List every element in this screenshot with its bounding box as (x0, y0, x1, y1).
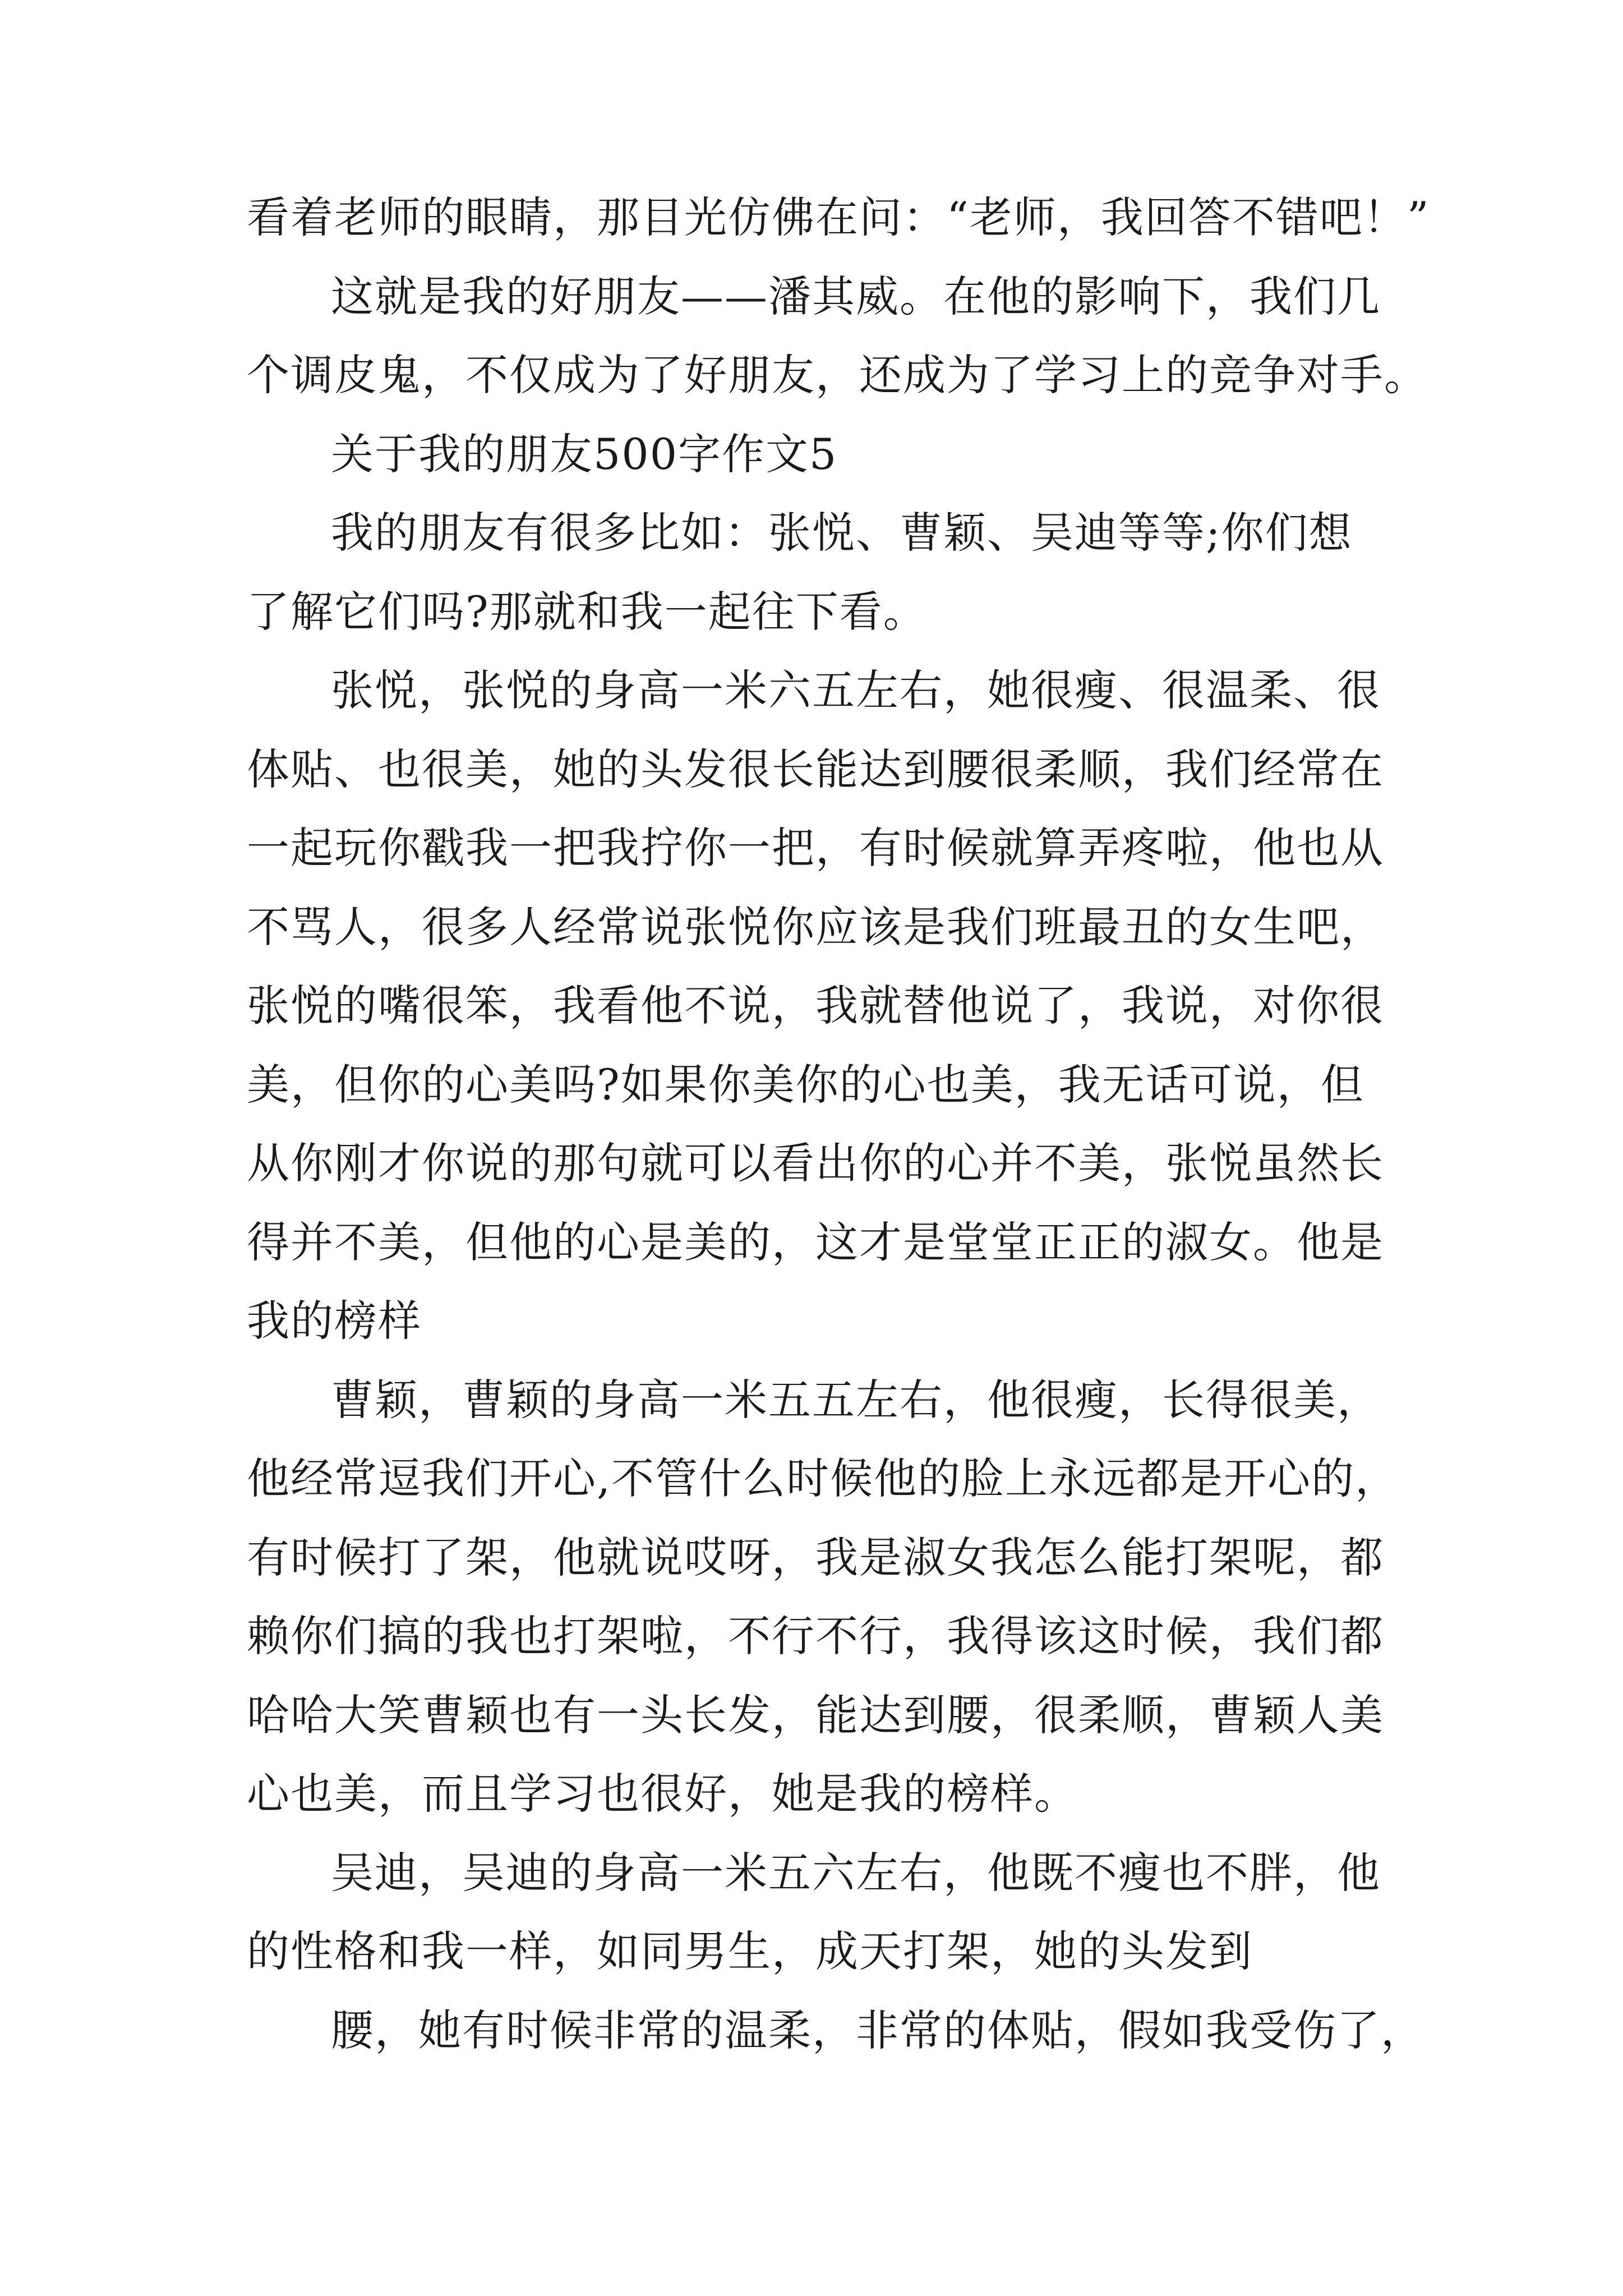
text-line: 赖你们搞的我也打架啦，不行不行，我得该这时候，我们都 (247, 1611, 1384, 1661)
text-line: 有时候打了架，他就说哎呀，我是淑女我怎么能打架呢，都 (247, 1532, 1384, 1582)
text-line: 个调皮鬼，不仅成为了好朋友，还成为了学习上的竞争对手。 (247, 350, 1428, 400)
text-line: 看着老师的眼睛，那目光仿佛在问：“老师，我回答不错吧！” (247, 192, 1430, 242)
text-line: 从你刚才你说的那句就可以看出你的心并不美，张悦虽然长 (247, 1138, 1384, 1188)
section-heading: 关于我的朋友500字作文5 (331, 429, 838, 479)
text-line: 美，但你的心美吗?如果你美你的心也美，我无话可说，但 (247, 1059, 1364, 1110)
text-line: 得并不美，但他的心是美的，这才是堂堂正正的淑女。他是 (247, 1217, 1384, 1267)
text-line: 我的朋友有很多比如：张悦、曹颖、吴迪等等;你们想 (331, 508, 1353, 558)
document-body (247, 178, 1430, 2070)
text-line: 不骂人，很多人经常说张悦你应该是我们班最丑的女生吧， (247, 901, 1384, 952)
text-line: 一起玩你戳我一把我拧你一把，有时候就算弄疼啦，他也从 (247, 823, 1384, 873)
text-line: 吴迪，吴迪的身高一米五六左右，他既不瘦也不胖，他 (331, 1847, 1381, 1898)
text-line: 哈哈大笑曹颖也有一头长发，能达到腰，很柔顺，曹颖人美 (247, 1690, 1384, 1740)
text-line: 的性格和我一样，如同男生，成天打架，她的头发到 (247, 1926, 1253, 1976)
text-line: 他经常逗我们开心,不管什么时候他的脸上永远都是开心的， (247, 1453, 1399, 1503)
text-line: 腰，她有时候非常的温柔，非常的体贴，假如我受伤了， (331, 2005, 1424, 2055)
text-line: 我的榜样 (247, 1296, 422, 1346)
text-line: 了解它们吗?那就和我一起往下看。 (247, 586, 927, 637)
text-line: 心也美，而且学习也很好，她是我的榜样。 (247, 1769, 1078, 1819)
text-line: 曹颖，曹颖的身高一米五五左右，他很瘦，长得很美， (331, 1374, 1381, 1425)
text-line: 张悦，张悦的身高一米六五左右，她很瘦、很温柔、很 (331, 665, 1381, 715)
text-line: 体贴、也很美，她的头发很长能达到腰很柔顺，我们经常在 (247, 744, 1384, 794)
text-line: 这就是我的好朋友——潘其威。在他的影响下，我们几 (331, 271, 1381, 321)
text-line: 张悦的嘴很笨，我看他不说，我就替他说了，我说，对你很 (247, 981, 1384, 1030)
